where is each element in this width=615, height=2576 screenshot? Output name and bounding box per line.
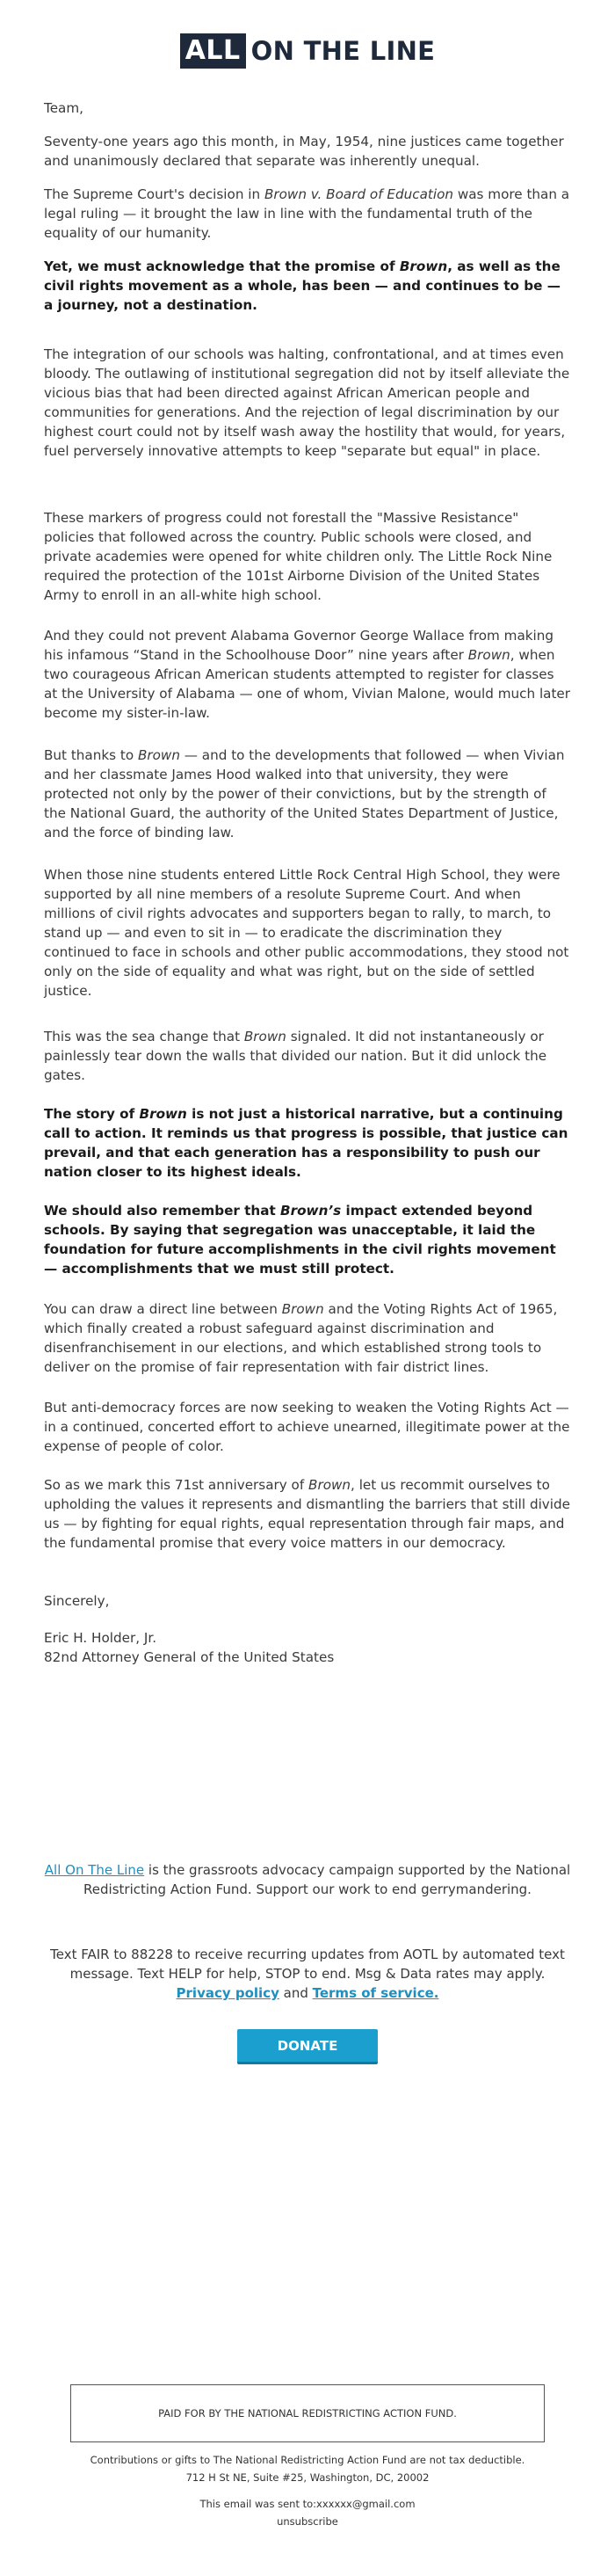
letter-greeting: Team, — [44, 100, 83, 116]
signer-title: 82nd Attorney General of the United States — [44, 1649, 335, 1665]
letter-paragraph-9: This was the sea change that Brown signaled. It did not instantaneously or painlessly tear down the walls that divided our nation. But it did unlock the gates. — [44, 1029, 547, 1083]
letter-paragraph-2: The Supreme Court's decision in Brown v. Board of Education was more than a legal ruling — it brought the law in line with the fundamental truth of the equality of our humanity. — [44, 186, 570, 241]
paid-for-text: PAID FOR BY THE NATIONAL REDISTRICTING ACTION FUND. — [158, 2407, 457, 2420]
letter-paragraph-7: But thanks to Brown — and to the developments that followed — when Vivian and her classmate James Hood walked into that university, they were protected not only by the power of their convictions, but by the strength of the National Guard, the authority of the United States Department of Justice, and the force of binding law. — [44, 747, 565, 840]
all-on-the-line-logo — [0, 33, 615, 69]
letter-paragraph-10: The story of Brown is not just a historical narrative, but a continuing call to action. It reminds us that progress is possible, that justice can prevail, and that each generation has a responsibility to push our nation closer to its highest ideals. — [44, 1106, 568, 1180]
letter-paragraph-11: We should also remember that Brown’s impact extended beyond schools. By saying that segregation was unacceptable, it laid the foundation for future accomplishments in the civil rights movement — accomplishments that we must still protect. — [44, 1203, 556, 1277]
letter-paragraph-3: Yet, we must acknowledge that the promise of Brown, as well as the civil rights movement as a whole, has been — and continues to be — a journey, not a destination. — [44, 258, 561, 313]
letter-paragraph-1: Seventy-one years ago this month, in May, 1954, nine justices came together and unanimously declared that separate was inherently unequal. — [44, 134, 564, 169]
letter-paragraph-12: You can draw a direct line between Brown and the Voting Rights Act of 1965, which finally created a robust safeguard against discrimination and disenfranchisement in our elections, and which established strong tools to deliver on the promise of fair representation with fair district lines. — [44, 1301, 558, 1375]
letter-paragraph-6: And they could not prevent Alabama Governor George Wallace from making his infamous “Stand in the Schoolhouse Door” nine years after Brown, when two courageous African American students attempted to register for classes at the University of Alabama — one of whom, Vivian Malone, would much later become my sister-in-law. — [44, 628, 571, 721]
letter-paragraph-5: These markers of progress could not forestall the "Massive Resistance" policies that followed across the country. Public schools were closed, and private academies were opened for white children only. The Little Rock Nine required the protection of the 101st Airborne Division of the United States Army to enroll in an all-white high school. — [44, 510, 553, 603]
unsubscribe-link[interactable]: unsubscribe — [277, 2515, 338, 2528]
paid-for-disclaimer-box — [70, 2384, 545, 2442]
donate-button[interactable]: DONATE — [237, 2029, 378, 2064]
letter-closing: Sincerely, — [44, 1593, 110, 1609]
terms-of-service-link[interactable]: Terms of service. — [312, 1985, 439, 2001]
footer-sms-notice: Text FAIR to 88228 to receive recurring updates from AOTL by automated text message. Text HELP for help, STOP to end. Msg & Data rates may apply. Privacy policy and Terms of service. — [50, 1947, 565, 2001]
letter-paragraph-13: But anti-democracy forces are now seeking to weaken the Voting Rights Act — in a continued, concerted effort to achieve unearned, illegitimate power at the expense of people of color. — [44, 1400, 570, 1454]
privacy-policy-link[interactable]: Privacy policy — [176, 1985, 279, 2001]
logo-all-box: ALL — [180, 33, 246, 69]
footer-org-blurb: All On The Line is the grassroots advocacy campaign supported by the National Redistricting Action Fund. Support our work to end gerrymandering. — [44, 1862, 571, 1897]
letter-paragraph-8: When those nine students entered Little Rock Central High School, they were supported by all nine members of a resolute Supreme Court. And when millions of civil rights advocates and supporters began to rally, to march, to stand up — and even to sit in — to eradicate the discrimination they continued to face in schools and other public accommodations, they stood not only on the side of equality and what was right, but on the side of settled justice. — [44, 867, 569, 999]
logo-on-the-line-text: ON THE LINE — [250, 36, 436, 66]
letter-paragraph-14: So as we mark this 71st anniversary of Brown, let us recommit ourselves to upholding the values it represents and dismantling the barriers that still divide us — by fighting for equal rights, equal representation through fair maps, and the fundamental promise that every voice matters in our democracy. — [44, 1477, 570, 1551]
all-on-the-line-link[interactable]: All On The Line — [44, 1862, 145, 1878]
signer-name: Eric H. Holder, Jr. — [44, 1630, 157, 1646]
letter-paragraph-4: The integration of our schools was halting, confrontational, and at times even bloody. The outlawing of institutional segregation did not by itself alleviate the vicious bias that had been directed against African American people and communities for generations. And the rejection of legal discrimination by our highest court could not by itself wash away the hostility that would, for years, fuel perversely innovative attempts to keep "separate but equal" in place. — [44, 346, 570, 459]
tax-deductible-note: Contributions or gifts to The National Redistricting Action Fund are not tax deductible. — [90, 2454, 525, 2466]
mailing-address: 712 H St NE, Suite #25, Washington, DC, 20002 — [185, 2471, 430, 2484]
sent-to-notice: This email was sent to:xxxxxx@gmail.com — [199, 2498, 416, 2510]
case-name: Brown v. Board of Education — [264, 186, 453, 202]
